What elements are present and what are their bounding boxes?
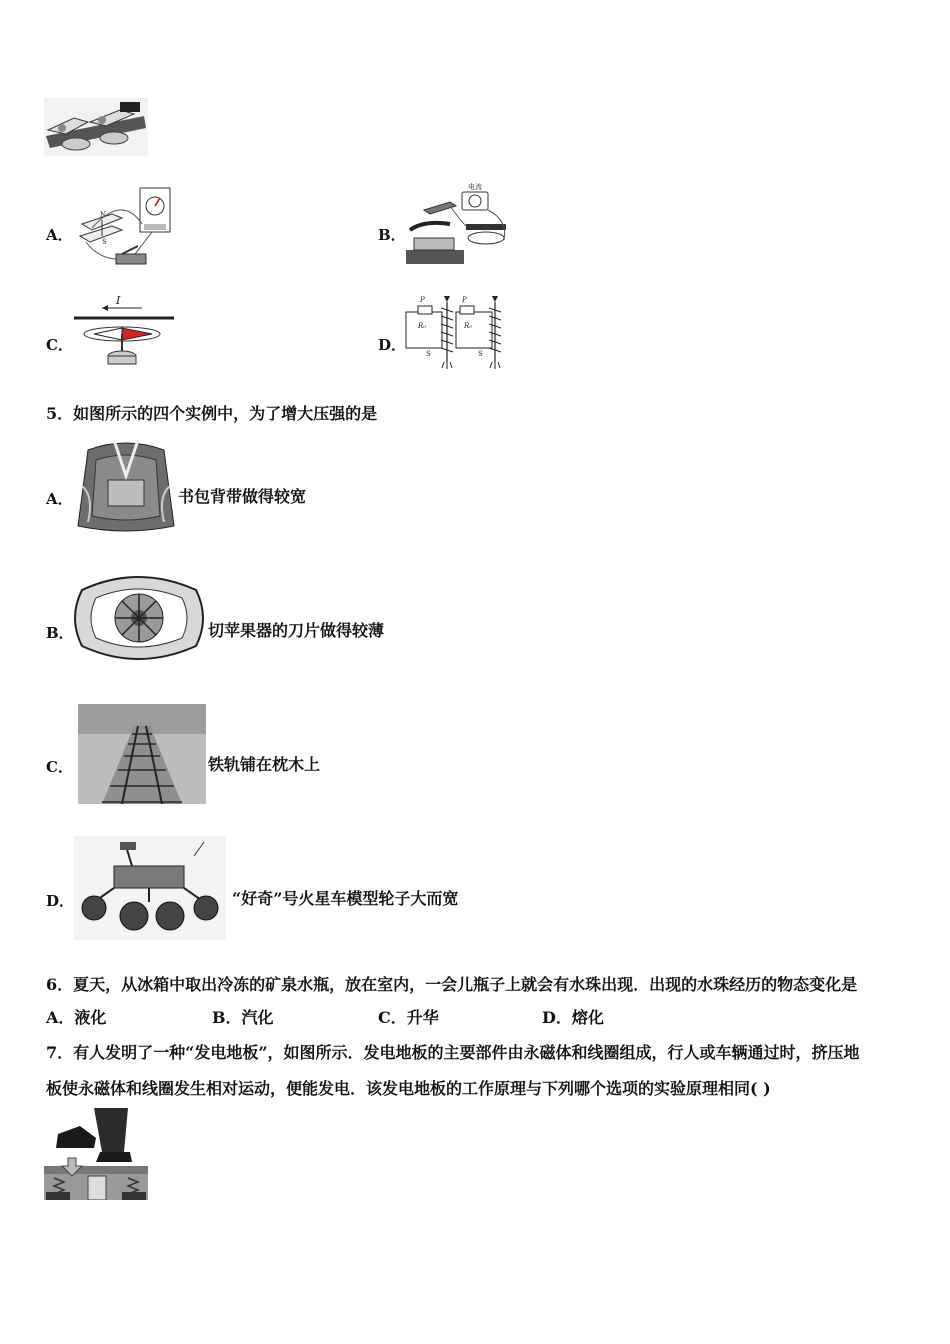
q7-power-floor-figure xyxy=(44,1108,148,1200)
switch-label-left: S xyxy=(426,350,431,358)
switch-label-right: S xyxy=(478,350,483,358)
q4-option-c-label: C． xyxy=(46,336,73,354)
q5-option-c-label: C． xyxy=(46,758,73,776)
q6-option-c-text: 升华 xyxy=(406,1008,439,1027)
q6-option-a[interactable] xyxy=(46,1008,106,1028)
q6-option-b[interactable] xyxy=(212,1008,274,1028)
q4-option-a-figure[interactable] xyxy=(72,184,176,268)
q5-option-b-label: B． xyxy=(46,624,74,642)
q5-stem: 5．如图所示的四个实例中，为了增大压强的是 xyxy=(46,404,378,423)
q7-stem-line2: 板使永磁体和线圈发生相对运动，便能发电．该发电地板的工作原理与下列哪个选项的实验原理相同( ) xyxy=(46,1079,771,1098)
q6-option-b-text: 汽化 xyxy=(241,1008,274,1027)
q4-option-d-label: D． xyxy=(378,336,407,354)
q5-option-a-text: 书包背带做得较宽 xyxy=(178,487,307,506)
resistor-label-right: R₀ xyxy=(464,322,473,330)
q6-option-c[interactable] xyxy=(378,1008,439,1028)
q5-option-c-text: 铁轨铺在枕木上 xyxy=(208,755,321,774)
q5-option-d-label: D． xyxy=(46,892,75,910)
q5-option-c-railway-figure[interactable] xyxy=(78,704,206,804)
q4-option-b-figure[interactable] xyxy=(404,180,512,268)
q6-option-d[interactable] xyxy=(542,1008,604,1028)
q4-top-figure xyxy=(44,98,148,156)
q6-stem: 6．夏天，从冰箱中取出冷冻的矿泉水瓶，放在室内，一会儿瓶子上就会有水珠出现．出现的水珠经历的物态变化是 xyxy=(46,975,858,994)
q6-option-a-text: 液化 xyxy=(74,1008,107,1027)
q5-option-d-mars-rover-figure[interactable] xyxy=(74,836,226,940)
q5-option-b-text: 切苹果器的刀片做得较薄 xyxy=(208,621,385,640)
south-pole-label: S xyxy=(102,238,107,246)
current-symbol: I xyxy=(116,294,121,307)
q4-option-d-figure[interactable] xyxy=(404,292,508,370)
q6-option-c-label: C． xyxy=(378,1008,407,1027)
ammeter-label: 电流 xyxy=(468,183,482,191)
q5-option-b-apple-cutter-figure[interactable] xyxy=(72,570,206,666)
q5-option-d-text: “好奇”号火星车模型轮子大而宽 xyxy=(232,889,459,908)
q6-option-d-text: 熔化 xyxy=(571,1008,604,1027)
q6-option-b-label: B． xyxy=(212,1008,242,1027)
q4-option-b-label: B． xyxy=(378,226,406,244)
resistor-label-left: R₀ xyxy=(418,322,427,330)
q4-option-c-figure[interactable] xyxy=(72,290,176,370)
pointer-label-right: P xyxy=(462,296,467,304)
pointer-label-left: P xyxy=(420,296,425,304)
north-pole-label: N xyxy=(100,211,107,219)
q4-option-a-label: A． xyxy=(46,226,73,244)
q5-option-a-label: A． xyxy=(46,490,73,508)
q6-option-a-label: A． xyxy=(46,1008,75,1027)
q6-option-d-label: D． xyxy=(542,1008,572,1027)
q5-option-a-backpack-figure[interactable] xyxy=(74,436,178,536)
q7-stem-line1: 7．有人发明了一种“发电地板”，如图所示．发电地板的主要部件由永磁体和线圈组成，行人或车辆通过时，挤压地 xyxy=(46,1043,860,1062)
